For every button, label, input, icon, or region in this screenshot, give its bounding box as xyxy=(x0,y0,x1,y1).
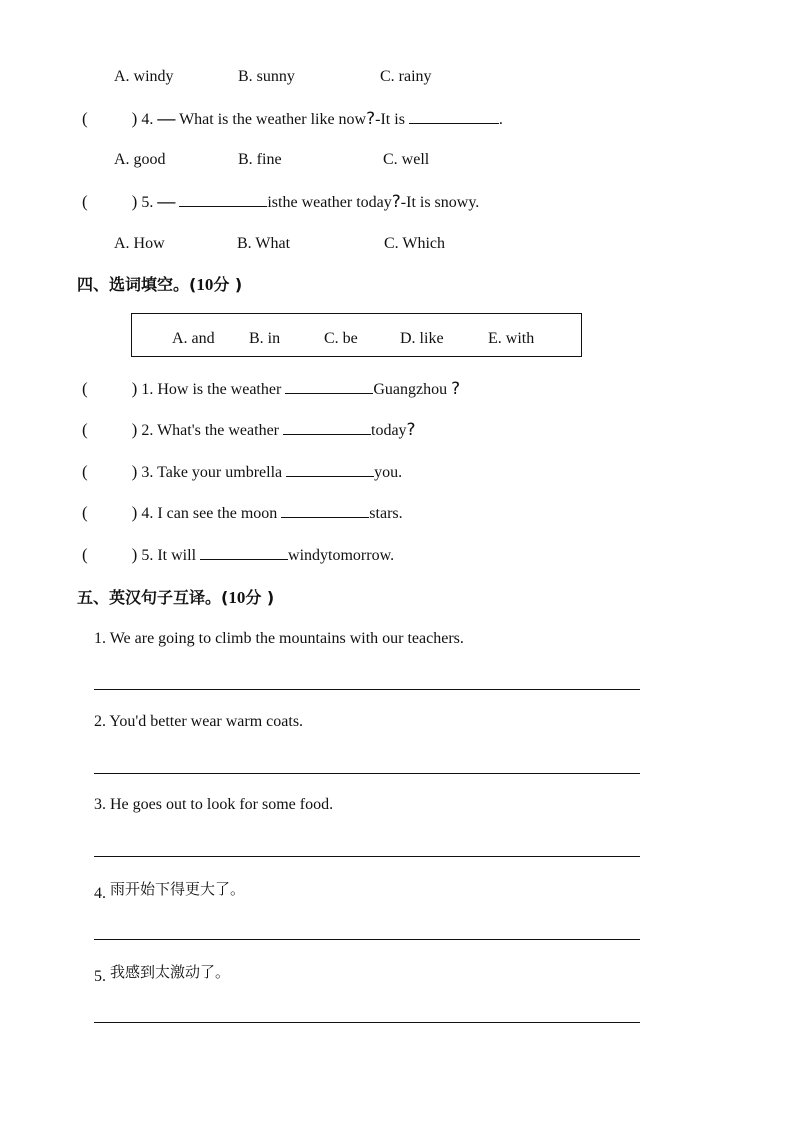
answer-paren-left: ( xyxy=(82,109,88,128)
section-points: 10 xyxy=(196,275,214,294)
answer-paren-left: ( xyxy=(82,192,88,211)
question-number: 5. xyxy=(141,547,154,564)
fill-blank[interactable] xyxy=(286,462,374,477)
answer-line-5[interactable] xyxy=(94,1022,640,1023)
answer-paren-right: ) xyxy=(131,192,138,211)
question-number: 2. xyxy=(141,422,154,439)
section-4-heading xyxy=(77,272,242,295)
question-text: What's the weather xyxy=(157,422,279,439)
q5-option-c: C. Which xyxy=(384,235,446,252)
question-number: 5. xyxy=(141,194,154,211)
question-text: What is the weather like now xyxy=(179,111,367,128)
section-title-end: 分 ) xyxy=(245,588,275,607)
question-mark: ? xyxy=(391,192,401,212)
question-number: 4. xyxy=(141,505,154,522)
translation-item-2 xyxy=(94,713,303,731)
answer-line-2[interactable] xyxy=(94,773,640,774)
section-5-heading xyxy=(77,585,274,608)
answer-paren-right: ) xyxy=(131,545,138,564)
question-text-after: windytomorrow. xyxy=(288,547,395,564)
question-text: Take your umbrella xyxy=(157,464,283,481)
answer-paren-left: ( xyxy=(82,379,88,398)
word-bank-c: C. be xyxy=(324,330,358,347)
answer-paren-right: ) xyxy=(131,420,138,439)
question-text-after: you. xyxy=(374,464,403,481)
word-bank-a: A. and xyxy=(172,330,215,347)
period: . xyxy=(498,111,503,128)
s4-question-2 xyxy=(82,420,416,440)
fill-blank[interactable] xyxy=(200,545,288,560)
section-points: 10 xyxy=(228,588,246,607)
answer-paren-left: ( xyxy=(82,503,88,522)
question-number: 3. xyxy=(141,464,154,481)
answer-paren-left: ( xyxy=(82,545,88,564)
q3-option-c: C. rainy xyxy=(380,68,432,85)
answer-line-1[interactable] xyxy=(94,689,640,690)
word-bank-d: D. like xyxy=(400,330,444,347)
fill-blank[interactable] xyxy=(409,109,499,124)
word-bank-e: E. with xyxy=(488,330,535,347)
question-text-after: stars. xyxy=(369,505,403,522)
fill-blank[interactable] xyxy=(283,420,371,435)
answer-paren-right: ) xyxy=(131,503,138,522)
question-number: 1. xyxy=(141,381,154,398)
answer-paren-right: ) xyxy=(131,109,138,128)
question-mark: ? xyxy=(451,379,461,399)
q3-option-b: B. sunny xyxy=(238,68,295,85)
item-text: 雨开始下得更大了。 xyxy=(110,880,246,898)
item-number: 3. xyxy=(94,796,106,813)
fill-blank[interactable] xyxy=(179,192,267,207)
section-title: 四、选词填空。( xyxy=(77,275,197,294)
answer-paren-right: ) xyxy=(131,462,138,481)
translation-item-1 xyxy=(94,630,464,648)
fill-blank[interactable] xyxy=(281,503,369,518)
question-text-after: today xyxy=(371,422,407,439)
s4-question-5 xyxy=(82,545,394,565)
item-number: 1. xyxy=(94,630,106,647)
item-text: 我感到太激动了。 xyxy=(110,963,231,981)
s4-question-1 xyxy=(82,379,460,399)
question-number: 4. xyxy=(141,111,154,128)
translation-item-4 xyxy=(94,878,246,902)
q5-row xyxy=(82,191,479,212)
translation-item-5 xyxy=(94,961,231,985)
q4-row xyxy=(82,108,503,129)
fill-blank[interactable] xyxy=(285,379,373,394)
answer-text: -It is snowy. xyxy=(400,194,480,211)
translation-item-3 xyxy=(94,796,333,814)
section-title: 五、英汉句子互译。( xyxy=(77,588,229,607)
item-number: 5. xyxy=(94,968,106,985)
question-text: I can see the moon xyxy=(157,505,278,522)
item-text: We are going to climb the mountains with our teachers. xyxy=(109,630,464,647)
item-text: He goes out to look for some food. xyxy=(110,796,334,813)
answer-line-3[interactable] xyxy=(94,856,640,857)
answer-paren-right: ) xyxy=(131,379,138,398)
answer-paren-left: ( xyxy=(82,462,88,481)
answer-paren-left: ( xyxy=(82,420,88,439)
q5-option-b: B. What xyxy=(237,235,291,252)
s4-question-3 xyxy=(82,462,402,482)
q4-option-a: A. good xyxy=(114,151,166,168)
question-text: It will xyxy=(157,547,197,564)
section-title-end: 分 ) xyxy=(213,275,243,294)
word-bank-b: B. in xyxy=(249,330,281,347)
question-mark: ? xyxy=(406,420,416,440)
s4-question-4 xyxy=(82,503,403,523)
item-number: 2. xyxy=(94,713,106,730)
item-number: 4. xyxy=(94,885,106,902)
dialogue-dash: — xyxy=(157,191,176,211)
question-text: isthe weather today xyxy=(267,194,392,211)
q5-option-a: A. How xyxy=(114,235,165,252)
dialogue-dash: — xyxy=(157,108,176,128)
q3-option-a: A. windy xyxy=(114,68,174,85)
q4-option-c: C. well xyxy=(383,151,430,168)
answer-line-4[interactable] xyxy=(94,939,640,940)
item-text: You'd better wear warm coats. xyxy=(109,713,304,730)
question-mark: ? xyxy=(366,109,376,129)
q4-option-b: B. fine xyxy=(238,151,282,168)
answer-prompt: -It is xyxy=(375,111,405,128)
question-text-after: Guangzhou xyxy=(373,381,448,398)
question-text: How is the weather xyxy=(157,381,282,398)
